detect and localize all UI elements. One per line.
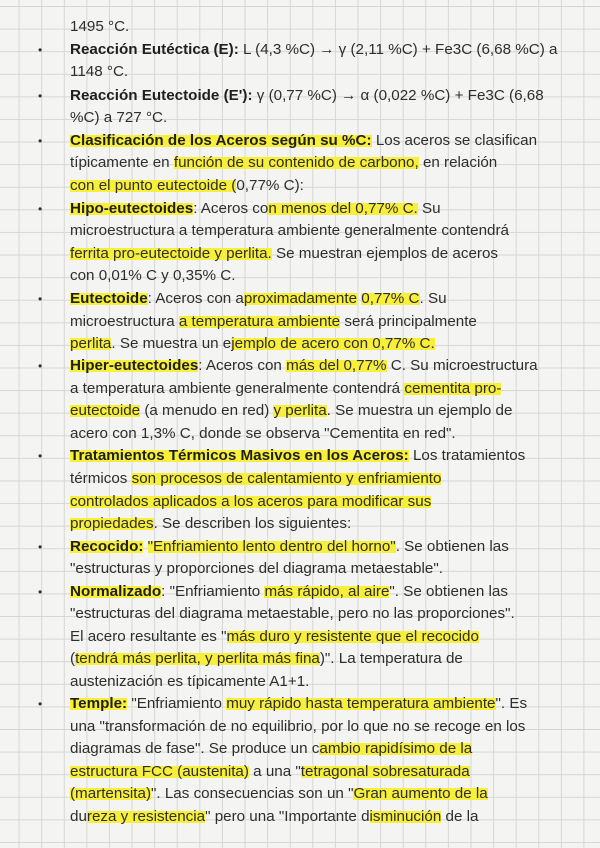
- text-segment: Reacción Eutectoide (E'):: [70, 87, 253, 104]
- text-line: [70, 265, 235, 287]
- text-segment: )". La temperatura de: [319, 650, 463, 667]
- text-segment: de la: [441, 808, 479, 825]
- highlighted-text: más del 0,77%: [286, 357, 387, 374]
- text-segment: . Se muestra un ejemplo de: [326, 402, 513, 419]
- text-segment: Se muestran ejemplos de aceros: [271, 245, 499, 262]
- bullet-marker: •: [38, 43, 43, 57]
- text-segment: a temperatura ambiente generalmente contendrá: [70, 380, 405, 397]
- highlighted-text: ambio rapidísimo de la: [319, 740, 473, 757]
- text-line: [70, 85, 544, 107]
- text-segment: acero con 1,3% C, donde se observa "Cementita en red".: [70, 425, 456, 442]
- text-segment: "estructuras y proporciones del diagrama metaestable".: [70, 560, 443, 577]
- text-segment: ". Es: [495, 695, 528, 712]
- text-line: [70, 152, 497, 174]
- text-segment: a una ": [248, 763, 301, 780]
- text-segment: diagramas de fase". Se produce un c: [70, 740, 320, 757]
- text-line: [70, 671, 309, 693]
- text-line: [70, 288, 447, 310]
- text-line: [70, 648, 463, 670]
- text-segment: : "Enfriamiento: [161, 583, 265, 600]
- text-line: [70, 693, 527, 715]
- highlighted-text: n menos del 0,77% C.: [268, 200, 418, 217]
- text-segment: : Aceros con a: [147, 290, 244, 307]
- text-segment: típicamente en: [70, 154, 174, 171]
- text-line: [70, 16, 129, 38]
- text-line: [70, 378, 501, 400]
- text-line: [70, 716, 525, 738]
- text-segment: con 0,01% C y 0,35% C.: [70, 267, 236, 284]
- highlighted-text: perlita: [70, 335, 112, 352]
- text-segment: 1148 °C.: [70, 63, 129, 80]
- text-segment: "Enfriamiento: [127, 695, 227, 712]
- text-line: [70, 61, 128, 83]
- highlighted-text: más duro y resistente que el recocido: [226, 628, 479, 645]
- text-line: [70, 107, 167, 129]
- text-line: [70, 761, 470, 783]
- text-segment: . Se describen los siguientes:: [153, 515, 352, 532]
- text-segment: . Se muestra un e: [111, 335, 232, 352]
- highlighted-text: ferrita pro-eutectoide y perlita.: [70, 245, 272, 262]
- text-segment: " pero una "Importante d: [205, 808, 370, 825]
- highlighted-text: eutectoide: [70, 402, 141, 419]
- highlighted-text: (martensita): [70, 785, 152, 802]
- text-segment: γ (0,77 %C) → α (0,022 %C) + Fe3C (6,68: [252, 87, 544, 104]
- highlighted-text: son procesos de calentamiento y enfriamiento: [131, 470, 442, 487]
- text-segment: . Se obtienen las: [395, 538, 509, 555]
- highlighted-text: más rápido, al aire: [264, 583, 390, 600]
- text-line: [70, 558, 443, 580]
- text-segment: 1495 °C.: [70, 18, 130, 35]
- bullet-marker: •: [38, 540, 43, 554]
- text-line: [70, 603, 515, 625]
- text-segment: microestructura a temperatura ambiente generalmente contendrá: [70, 222, 509, 239]
- text-segment: . Su: [419, 290, 447, 307]
- bullet-marker: •: [38, 292, 43, 306]
- text-line: [70, 130, 537, 152]
- text-line: [70, 175, 304, 197]
- text-line: [70, 220, 509, 242]
- highlighted-text: proximadamente: [243, 290, 358, 307]
- text-segment: microestructura: [70, 313, 179, 330]
- highlighted-text: controlados aplicados a los aceros para modificar sus: [70, 493, 432, 510]
- text-line: [70, 355, 538, 377]
- highlighted-text: y perlita: [273, 402, 327, 419]
- highlighted-text: Recocido:: [70, 538, 144, 555]
- text-segment: C. Su microestructura: [386, 357, 538, 374]
- highlighted-text: Gran aumento de la: [353, 785, 488, 802]
- text-line: [70, 468, 441, 490]
- text-line: [70, 445, 525, 467]
- highlighted-text: con el punto eutectoide (: [70, 177, 237, 194]
- text-segment: Los aceros se clasifican: [371, 132, 538, 149]
- text-segment: Su: [417, 200, 441, 217]
- text-segment: (a menudo en red): [140, 402, 274, 419]
- text-line: [70, 311, 477, 333]
- text-line: [70, 806, 478, 828]
- bullet-marker: •: [38, 134, 43, 148]
- highlighted-text: 0,77% C: [361, 290, 420, 307]
- text-line: [70, 581, 508, 603]
- text-segment: Reacción Eutéctica (E):: [70, 41, 239, 58]
- highlighted-text: "Enfriamiento lento dentro del horno": [147, 538, 396, 555]
- text-segment: una "transformación de no equilibrio, por lo que no se recoge en los: [70, 718, 526, 735]
- text-segment: El acero resultante es ": [70, 628, 227, 645]
- text-line: [70, 333, 435, 355]
- text-line: [70, 738, 472, 760]
- highlighted-text: Eutectoide: [70, 290, 148, 307]
- text-segment: : Aceros co: [193, 200, 269, 217]
- bullet-marker: •: [38, 359, 43, 373]
- text-segment: 0,77% C):: [236, 177, 304, 194]
- text-line: [70, 513, 351, 535]
- highlighted-text: tetragonal sobresaturada: [300, 763, 470, 780]
- text-segment: Los tratamientos: [408, 447, 526, 464]
- highlighted-text: función de su contenido de carbono,: [173, 154, 419, 171]
- bullet-marker: •: [38, 449, 43, 463]
- text-segment: en relación: [418, 154, 498, 171]
- text-line: [70, 400, 512, 422]
- highlighted-text: isminución: [369, 808, 442, 825]
- highlighted-text: reza y resistencia: [86, 808, 206, 825]
- highlighted-text: estructura FCC (austenita): [70, 763, 249, 780]
- highlighted-text: tendrá más perlita, y perlita más fina: [75, 650, 320, 667]
- text-line: [70, 423, 456, 445]
- highlighted-text: Tratamientos Térmicos Masivos en los Aceros:: [70, 447, 409, 464]
- text-segment: térmicos: [70, 470, 132, 487]
- bullet-marker: •: [38, 202, 43, 216]
- highlighted-text: jemplo de acero con 0,77% C.: [231, 335, 435, 352]
- text-segment: (: [70, 650, 76, 667]
- text-segment: "estructuras del diagrama metaestable, pero no las proporciones".: [70, 605, 515, 622]
- text-line: [70, 536, 509, 558]
- text-segment: du: [70, 808, 87, 825]
- text-line: [70, 198, 441, 220]
- bullet-marker: •: [38, 585, 43, 599]
- text-segment: ". Se obtienen las: [389, 583, 508, 600]
- highlighted-text: muy rápido hasta temperatura ambiente: [226, 695, 496, 712]
- highlighted-text: Temple:: [70, 695, 128, 712]
- text-line: [70, 783, 488, 805]
- text-line: [70, 243, 498, 265]
- text-segment: será principalmente: [340, 313, 477, 330]
- highlighted-text: Clasificación de los Aceros según su %C:: [70, 132, 372, 149]
- text-segment: austenización es típicamente A1+1.: [70, 673, 310, 690]
- bullet-marker: •: [38, 697, 43, 711]
- text-line: [70, 626, 479, 648]
- highlighted-text: propiedades: [70, 515, 154, 532]
- highlighted-text: Normalizado: [70, 583, 162, 600]
- text-line: [70, 39, 557, 61]
- highlighted-text: a temperatura ambiente: [178, 313, 341, 330]
- highlighted-text: Hipo-eutectoides: [70, 200, 194, 217]
- text-segment: : Aceros con: [198, 357, 287, 374]
- bullet-marker: •: [38, 89, 43, 103]
- text-segment: L (4,3 %C) → γ (2,11 %C) + Fe3C (6,68 %C) a: [238, 41, 558, 58]
- highlighted-text: cementita pro-: [404, 380, 502, 397]
- text-segment: ". Las consecuencias son un ": [151, 785, 354, 802]
- text-line: [70, 491, 431, 513]
- text-segment: %C) a 727 °C.: [70, 109, 168, 126]
- highlighted-text: Hiper-eutectoides: [70, 357, 199, 374]
